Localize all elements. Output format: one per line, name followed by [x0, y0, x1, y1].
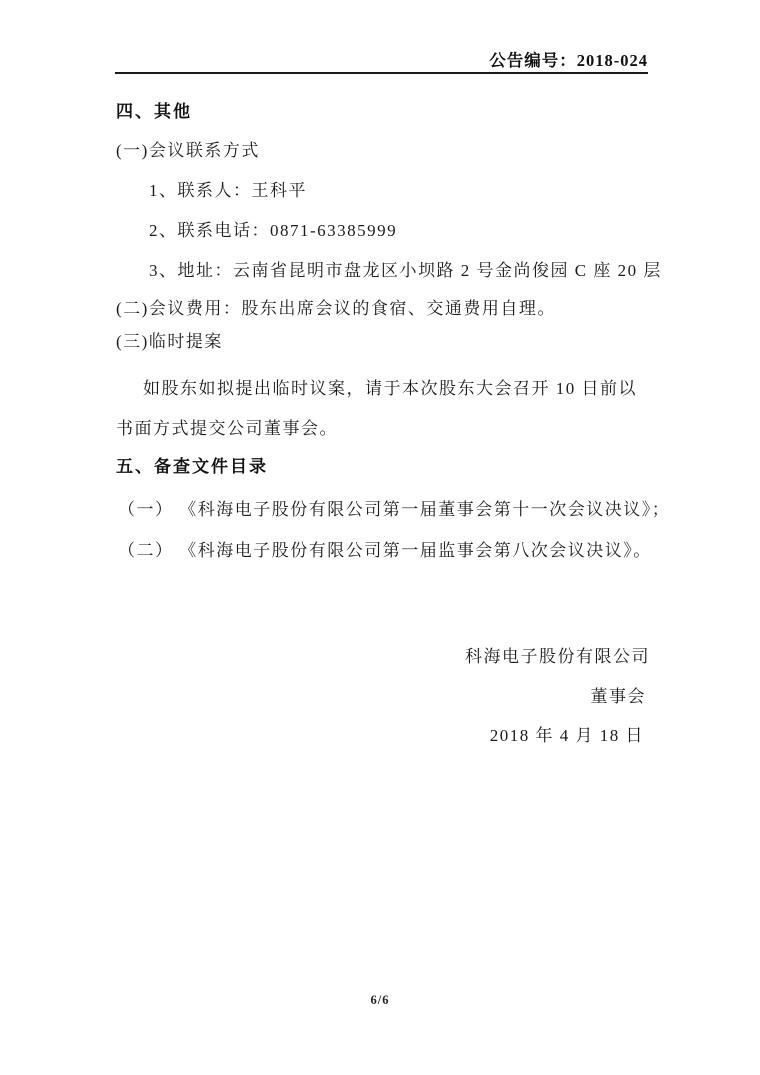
interim-proposal-heading: (三)临时提案 [116, 332, 223, 351]
reference-document-item-2: （二） 《科海电子股份有限公司第一届监事会第八次会议决议》。 [118, 541, 652, 560]
page-number: 6/6 [370, 993, 390, 1007]
header-rule [115, 72, 648, 74]
interim-proposal-paragraph-line-1: 如股东如拟提出临时议案，请于本次股东大会召开 10 日前以 [143, 379, 637, 398]
interim-proposal-paragraph-line-2: 书面方式提交公司董事会。 [116, 419, 338, 438]
contact-address-line: 3、地址：云南省昆明市盘龙区小坝路 2 号金尚俊园 C 座 20 层 [149, 261, 662, 280]
signature-board-label: 董事会 [590, 687, 646, 706]
contact-phone-line: 2、联系电话：0871-63385999 [149, 221, 398, 240]
signature-company-name: 科海电子股份有限公司 [465, 647, 650, 666]
contact-method-heading: (一)会议联系方式 [116, 141, 260, 160]
signature-date: 2018 年 4 月 18 日 [489, 726, 644, 745]
contact-person-line: 1、联系人：王科平 [149, 181, 307, 200]
meeting-fee-line: (二)会议费用：股东出席会议的食宿、交通费用自理。 [116, 299, 556, 318]
announcement-number: 公告编号：2018-024 [489, 51, 648, 70]
section-four-heading: 四、其他 [116, 102, 192, 121]
reference-document-item-1: （一） 《科海电子股份有限公司第一届董事会第十一次会议决议》； [118, 500, 671, 519]
section-five-heading: 五、备查文件目录 [116, 457, 268, 476]
